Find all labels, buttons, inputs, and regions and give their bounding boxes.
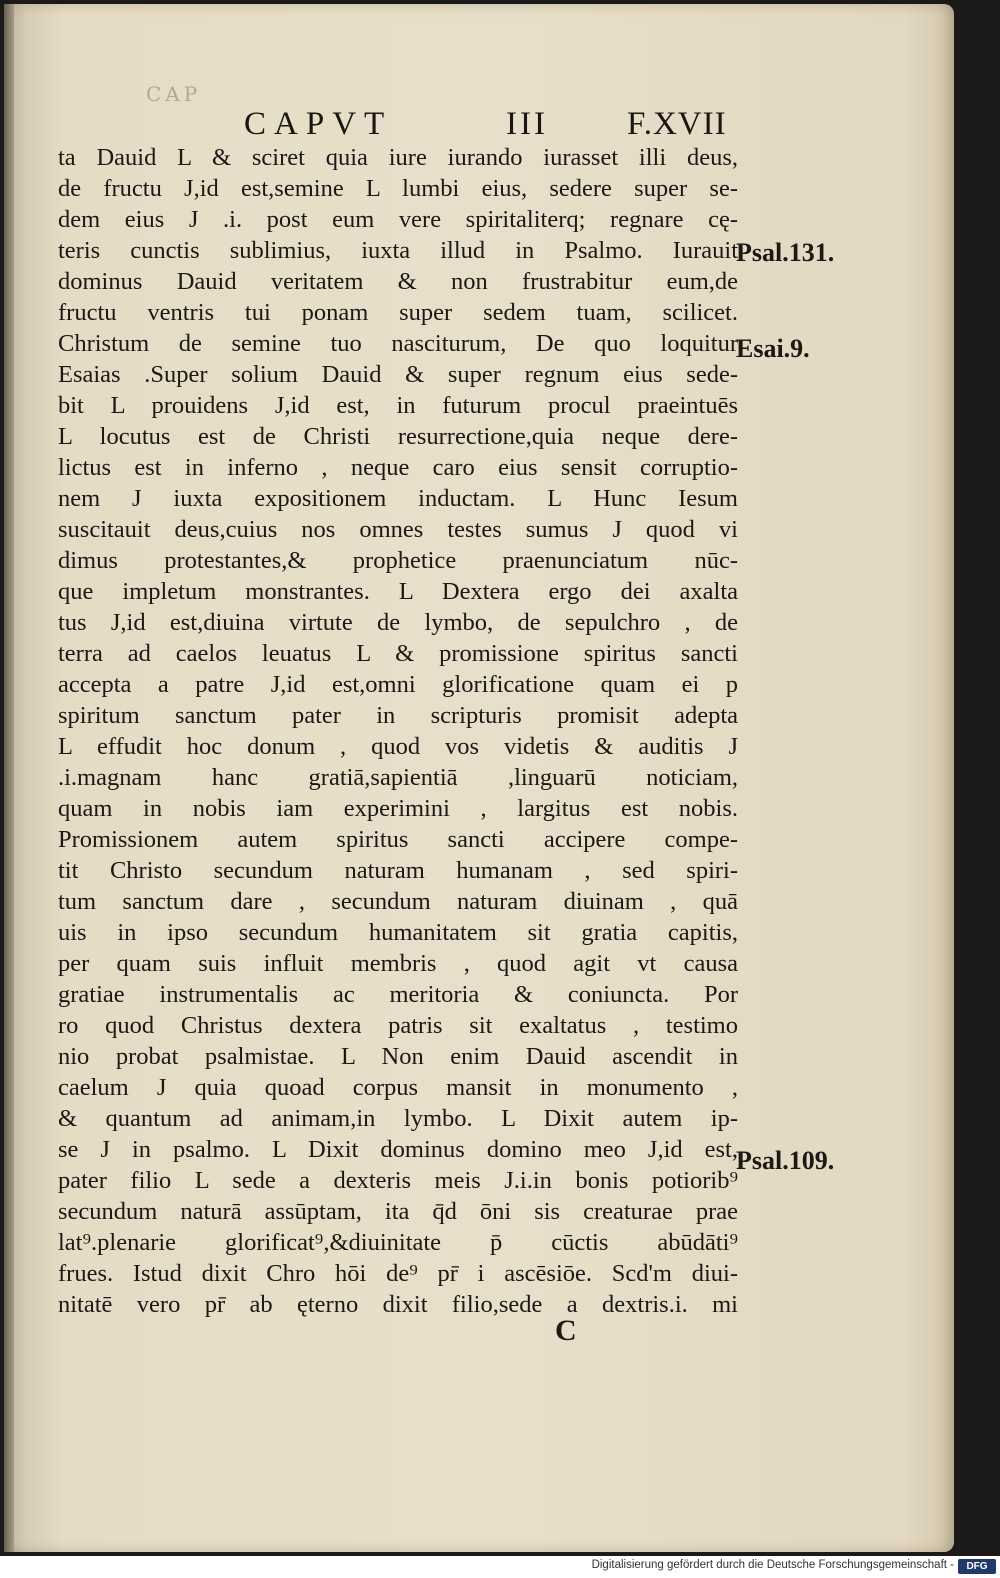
text-line: secundum naturā assūptam, ita q̄d ōni sis creaturae prae: [58, 1198, 738, 1225]
text-line: tit Christo secundum naturam humanam , sed spiri-: [58, 857, 738, 884]
book-page: [4, 4, 954, 1552]
dfg-logo-icon: DFG: [958, 1559, 996, 1574]
text-line: lictus est in inferno , neque caro eius sensit corruptio-: [58, 454, 738, 481]
text-line: tus J,id est,diuina virtute de lymbo, de sepulchro , de: [58, 609, 738, 636]
text-line: accepta a patre J,id est,omni glorificatione quam ei p: [58, 671, 738, 698]
text-line: lat⁹.plenarie glorificat⁹,&diuinitate p̄ cūctis abūdāti⁹: [58, 1229, 738, 1256]
text-line: Christum de semine tuo nasciturum, De quo loquitur: [58, 330, 738, 357]
text-line: L effudit hoc donum , quod vos videtis & auditis J: [58, 733, 738, 760]
text-line: uis in ipso secundum humanitatem sit gratia capitis,: [58, 919, 738, 946]
text-line: dominus Dauid veritatem & non frustrabitur eum,de: [58, 268, 738, 295]
text-line: caelum J quia quoad corpus mansit in monumento ,: [58, 1074, 738, 1101]
text-line: nem J iuxta expositionem inductam. L Hunc Iesum: [58, 485, 738, 512]
text-line: ta Dauid L & sciret quia iure iurando iurasset illi deus,: [58, 144, 738, 171]
text-line: teris cunctis sublimius, iuxta illud in Psalmo. Iurauit: [58, 237, 738, 264]
text-line: dimus protestantes,& prophetice praenunciatum nūc-: [58, 547, 738, 574]
text-line: ro quod Christus dextera patris sit exaltatus , testimo: [58, 1012, 738, 1039]
text-line: dem eius J .i. post eum vere spiritaliterq; regnare cę-: [58, 206, 738, 233]
text-line: Promissionem autem spiritus sancti accipere compe-: [58, 826, 738, 853]
text-line: & quantum ad animam,in lymbo. L Dixit autem ip-: [58, 1105, 738, 1132]
text-line: frues. Istud dixit Chro hōi de⁹ pr̄ i ascēsiōe. Scd'm diui-: [58, 1260, 738, 1287]
text-line: per quam suis influit membris , quod agit vt causa: [58, 950, 738, 977]
page-gutter: [4, 4, 14, 1552]
margin-note-esaias-9: Esai.9.: [736, 334, 810, 363]
text-line: bit L prouidens J,id est, in futurum procul praeintuēs: [58, 392, 738, 419]
text-line: L locutus est de Christi resurrectione,quia neque dere-: [58, 423, 738, 450]
running-head: [244, 106, 744, 142]
running-head-numeral: III: [506, 106, 548, 142]
funding-credit: Digitalisierung gefördert durch die Deutsche Forschungsgemeinschaft -: [591, 1559, 954, 1571]
signature-mark: C: [555, 1314, 577, 1347]
bleed-through-text: CAP: [146, 82, 202, 106]
footer-bar: [0, 1556, 1000, 1578]
text-line: que impletum monstrantes. L Dextera ergo dei axalta: [58, 578, 738, 605]
folio-number: F.XVII: [627, 106, 727, 142]
margin-note-psalm-109: Psal.109.: [736, 1146, 835, 1175]
text-line: Esaias .Super solium Dauid & super regnum eius sede-: [58, 361, 738, 388]
text-line: quam in nobis iam experimini , largitus est nobis.: [58, 795, 738, 822]
text-line: .i.magnam hanc gratiā,sapientiā ,linguarū noticiam,: [58, 764, 738, 791]
text-line: terra ad caelos leuatus L & promissione spiritus sancti: [58, 640, 738, 667]
marginalia: [736, 4, 856, 1404]
text-line: fructu ventris tui ponam super sedem tuam, scilicet.: [58, 299, 738, 326]
text-line: pater filio L sede a dexteris meis J.i.in bonis potiorib⁹: [58, 1167, 738, 1194]
text-block: [58, 142, 738, 1320]
running-head-caput: CAPVT: [244, 106, 393, 142]
text-line: suscitauit deus,cuius nos omnes testes sumus J quod vi: [58, 516, 738, 543]
text-line: gratiae instrumentalis ac meritoria & coniuncta. Por: [58, 981, 738, 1008]
margin-note-psalm-131: Psal.131.: [736, 238, 835, 267]
text-line: spiritum sanctum pater in scripturis promisit adepta: [58, 702, 738, 729]
text-line: de fructu J,id est,semine L lumbi eius, sedere super se-: [58, 175, 738, 202]
text-line: tum sanctum dare , secundum naturam diuinam , quā: [58, 888, 738, 915]
text-line: nitatē vero pr̄ ab ęterno dixit filio,sede a dextris.i. mi: [58, 1291, 738, 1318]
text-line: nio probat psalmistae. L Non enim Dauid ascendit in: [58, 1043, 738, 1070]
text-line: se J in psalmo. L Dixit dominus domino meo J,id est,: [58, 1136, 738, 1163]
